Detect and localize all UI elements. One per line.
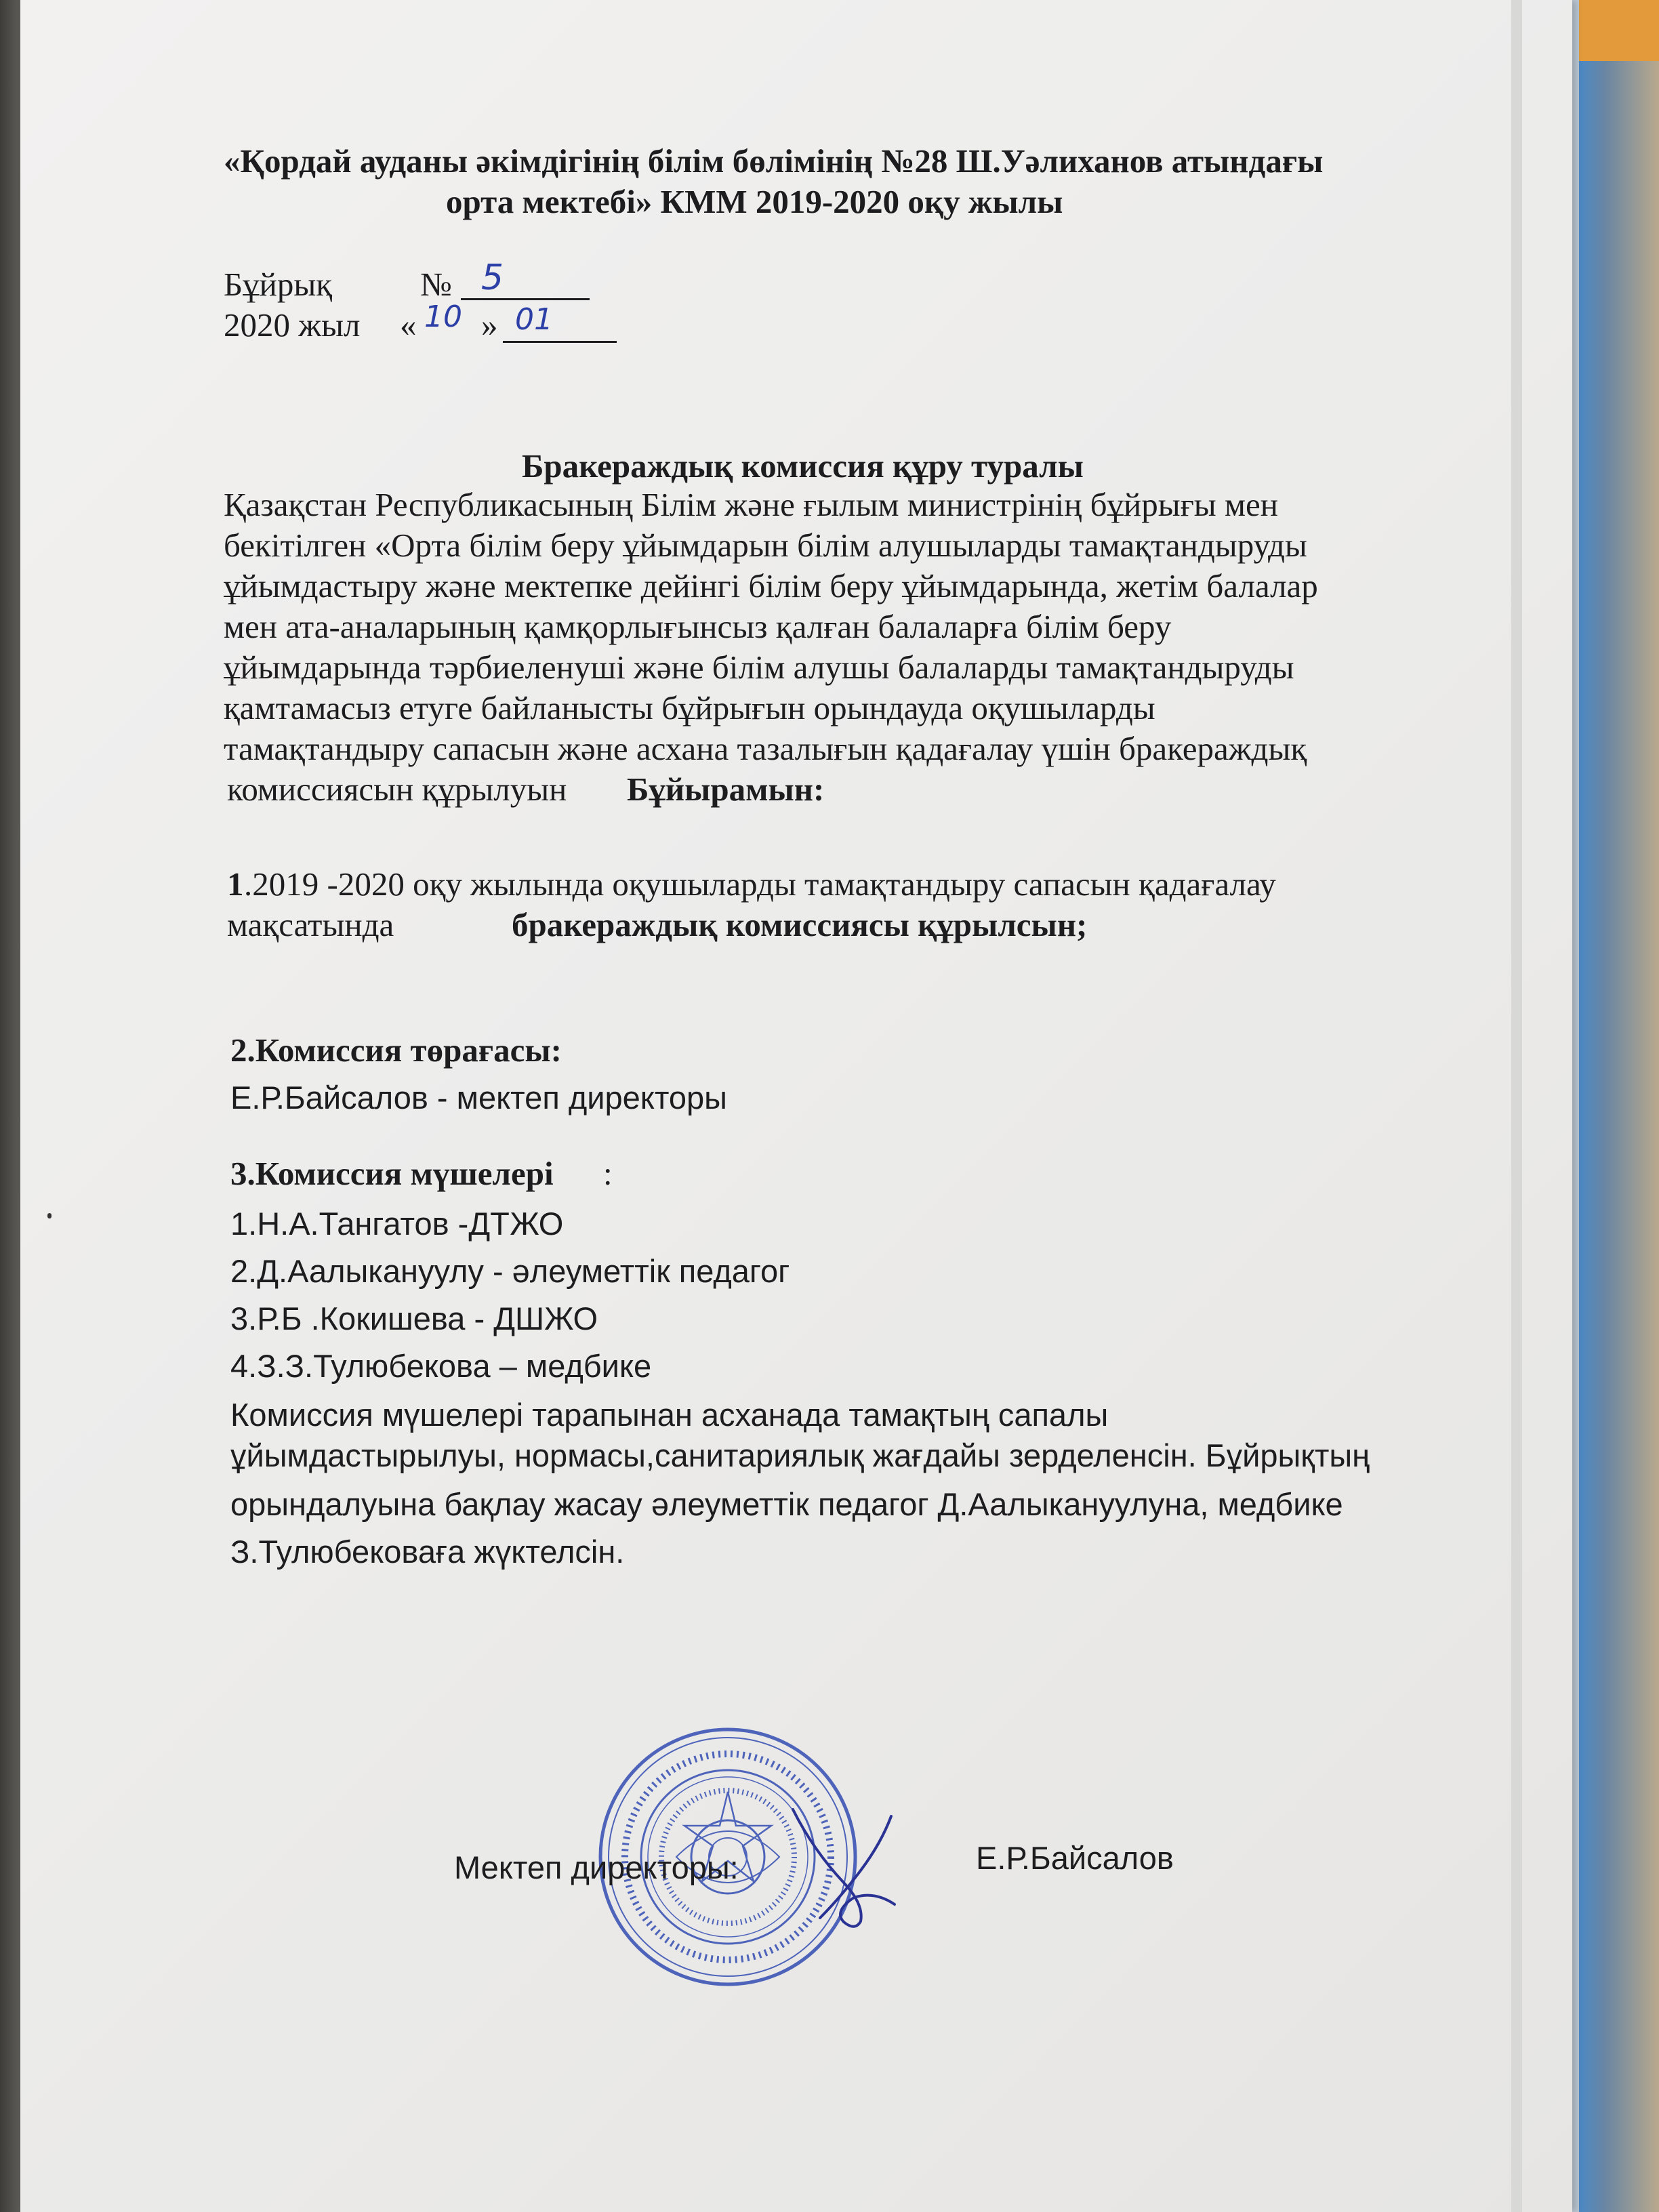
member-item: 3.Р.Б .Кокишева - ДШЖО: [230, 1300, 598, 1336]
preamble-last-line: комиссиясын құрылуын: [227, 771, 567, 808]
document-page: [20, 0, 1572, 2212]
order-date-day: 10: [424, 300, 462, 334]
member-item: 4.З.З.Тулюбекова – медбике: [230, 1348, 652, 1384]
closing-line: З.Тулюбековаға жүктелсін.: [230, 1534, 625, 1570]
page-edge: [1511, 0, 1522, 2212]
member-item: 1.Н.А.Тангатов -ДТЖО: [230, 1206, 564, 1242]
preamble-line: мен ата-аналарының қамқорлығынсыз қалған балаларға білім беру: [224, 608, 1172, 645]
order-date-close-quote: »: [481, 306, 498, 344]
closing-line: ұйымдастырылуы, нормасы,санитариялық жағдайы зерделенсін. Бұйрықтың: [230, 1437, 1370, 1473]
members-heading-colon: :: [603, 1155, 613, 1192]
document-title: Бракераждық комиссия құру туралы: [522, 447, 1084, 485]
header-line-2: орта мектебі» КММ 2019-2020 оқу жылы: [446, 183, 1063, 220]
chair-heading: 2.Комиссия төрағасы:: [230, 1031, 562, 1069]
order-number-prefix: №: [420, 266, 452, 303]
closing-line: орындалуына бақлау жасау әлеуметтік педагог Д.Аалыкануулуна, медбике: [230, 1486, 1343, 1522]
preamble-line: бекітілген «Орта білім беру ұйымдарын білім алушыларды тамақтандыруды: [224, 527, 1307, 564]
preamble-line: ұйымдастыру және мектепке дейінгі білім беру ұйымдарында, жетім балалар: [224, 567, 1318, 605]
preamble-line: Қазақстан Республикасының Білім және ғылым министрінің бұйрығы мен: [224, 486, 1278, 523]
order-date-year: 2020 жыл: [224, 306, 361, 344]
preamble-line: ұйымдарында тәрбиеленуші және білім алушы балаларды тамақтандыруды: [224, 649, 1294, 686]
handwritten-signature-icon: [779, 1803, 908, 1931]
order-label: Бұйрық: [224, 266, 333, 303]
signature-role: Мектеп директоры:: [454, 1849, 739, 1885]
order-date-month: 01: [515, 302, 553, 337]
preamble-line: тамақтандыру сапасын және асхана тазалығын қадағалау үшін бракераждық: [224, 730, 1307, 767]
paper-speck: [47, 1213, 52, 1218]
order-date-underline: [503, 341, 617, 343]
preamble-line: қамтамасыз етуге байланысты бұйрығын орындауда оқушыларды: [224, 689, 1155, 726]
closing-line: Комиссия мүшелері тарапынан асханада тамақтың сапалы: [230, 1397, 1109, 1433]
item1-line-2-bold: бракераждық комиссиясы құрылсын;: [512, 906, 1088, 943]
chair-name: Е.Р.Байсалов - мектеп директоры: [230, 1080, 727, 1115]
item1-number: 1: [227, 865, 244, 903]
order-number-underline: [461, 298, 590, 300]
order-date-open-quote: «: [400, 306, 417, 344]
members-heading: 3.Комиссия мүшелері: [230, 1155, 554, 1192]
header-line-1: «Қордай ауданы әкімдігінің білім бөлімінің №28 Ш.Уәлиханов атындағы: [224, 142, 1324, 180]
order-number-value: 5: [481, 258, 504, 298]
decree-word: Бұйырамын:: [627, 771, 825, 808]
item1-line-2: мақсатында: [227, 906, 394, 943]
signature-name: Е.Р.Байсалов: [976, 1840, 1174, 1876]
item1-line-1: .2019 -2020 оқу жылында оқушыларды тамақтандыру сапасын қадағалау: [244, 865, 1276, 903]
member-item: 2.Д.Аалыкануулу - әлеуметтік педагог: [230, 1253, 790, 1289]
